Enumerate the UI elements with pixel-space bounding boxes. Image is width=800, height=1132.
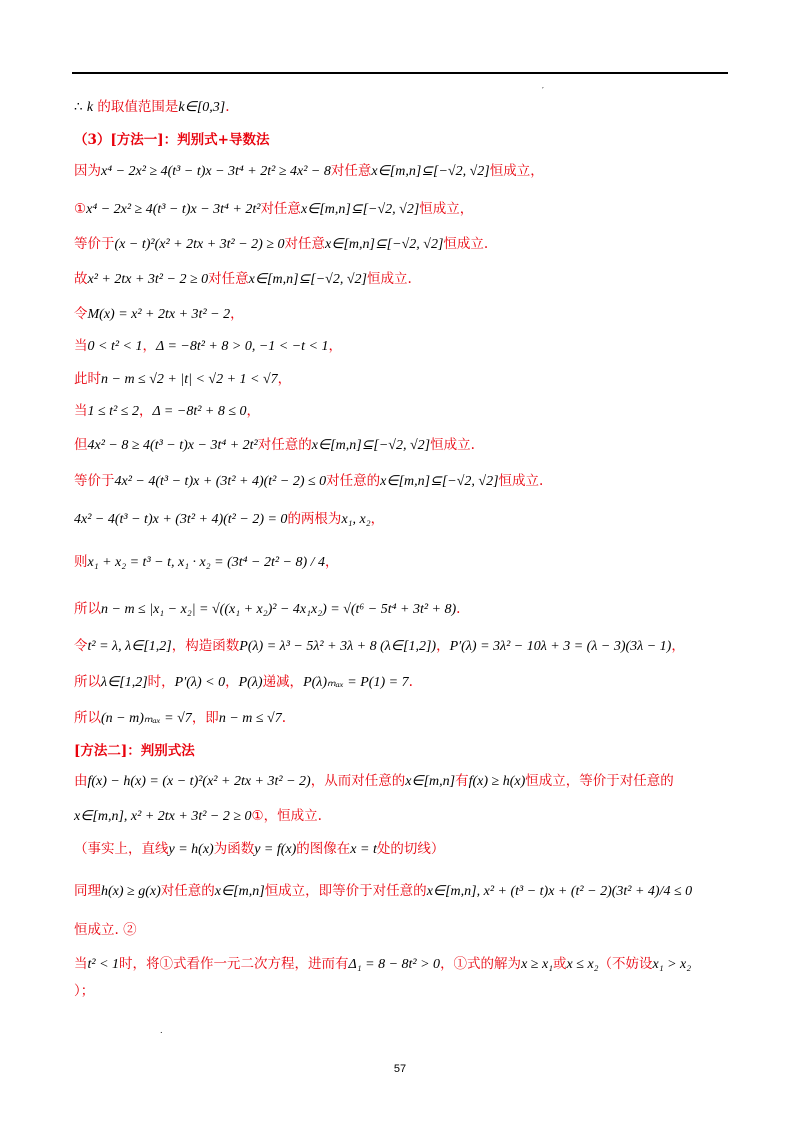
text-run: 对任意的	[326, 473, 381, 489]
math-expression: x∈[m,n]⊆[−√2, √2]	[371, 164, 490, 179]
text-line	[74, 954, 691, 975]
math-expression: 1 ≤ t² ≤ 2	[87, 404, 139, 419]
text-run: ①，恒成立.	[251, 808, 322, 824]
text-run: .	[408, 674, 413, 690]
text-run: 对任意	[284, 236, 326, 252]
math-expression: x = t	[350, 842, 377, 857]
text-run: 有	[455, 773, 469, 789]
math-expression: y = f(x)	[254, 842, 297, 857]
math-expression: x ≥ x₁	[521, 957, 554, 972]
math-expression: x⁴ − 2x² ≥ 4(t³ − t)x − 3t⁴ + 2t²	[86, 202, 261, 217]
text-run: 为函数	[213, 841, 255, 857]
text-run: 但	[74, 437, 88, 453]
text-run: ，	[230, 306, 244, 322]
text-run: （不妨设	[598, 956, 653, 972]
text-run: 恒成立.	[367, 271, 412, 287]
text-run: 恒成立，	[489, 163, 544, 179]
math-expression: 4x² − 8 ≥ 4(t³ − t)x − 3t⁴ + 2t²	[87, 438, 258, 453]
text-run: ，	[246, 403, 261, 419]
page-number: 57	[393, 1063, 407, 1075]
text-run: 对任意的	[257, 437, 312, 453]
text-run: ，	[325, 554, 339, 570]
text-run: 恒成立，等价于对任意的	[525, 773, 674, 789]
math-expression: x∈[m,n]⊆[−√2, √2]	[311, 438, 431, 453]
text-run: .	[225, 99, 230, 115]
text-run: 当	[74, 338, 88, 354]
text-run: .	[456, 601, 461, 617]
math-expression: M(x) = x² + 2tx + 3t² − 2	[87, 307, 231, 322]
math-expression: 4x² − 4(t³ − t)x + (3t² + 4)(t² − 2) = 0	[74, 512, 288, 527]
text-run: 对任意	[260, 201, 301, 217]
math-expression: λ∈[1,2]	[101, 675, 148, 690]
text-run: 令	[74, 306, 88, 322]
math-expression: 0 < t² < 1	[87, 339, 143, 354]
text-run: ，构造函数	[171, 638, 240, 654]
text-line	[74, 771, 674, 792]
text-line	[74, 920, 137, 940]
text-line	[74, 435, 475, 456]
text-line	[74, 199, 473, 220]
text-run: 处的切线）	[376, 841, 445, 857]
math-expression: P′(λ) = 3λ² − 10λ + 3 = (λ − 3)(3λ − 1)	[449, 639, 672, 654]
math-expression: Δ₁ = 8 − 8t² > 0	[348, 957, 441, 972]
text-run: .	[281, 710, 287, 726]
text-run: ，	[436, 638, 450, 654]
math-expression: f(x) ≥ h(x)	[468, 774, 526, 789]
text-run: 恒成立，即等价于对任意的	[264, 883, 427, 899]
text-run: ，	[328, 338, 343, 354]
text-line	[74, 161, 544, 182]
text-line	[74, 269, 412, 290]
text-line	[74, 806, 322, 827]
text-run: 则	[74, 554, 88, 570]
math-expression: k∈[0,3]	[178, 100, 226, 115]
math-expression: h(x) ≥ g(x)	[101, 884, 161, 899]
text-run: ，	[138, 403, 153, 419]
math-expression: (n − m)ₘₐₓ = √7	[101, 711, 192, 726]
text-run: 恒成立.	[498, 473, 544, 489]
text-run: ，	[671, 638, 685, 654]
text-line	[74, 130, 269, 150]
math-expression: x₁ + x₂ = t³ − t, x₁ · x₂ = (3t⁴ − 2t² − 8) / 4	[87, 555, 326, 570]
text-run: ①	[74, 201, 87, 217]
top-tick-mark: ′	[542, 86, 544, 95]
text-run: 对任意的	[160, 883, 215, 899]
text-run: ，	[225, 674, 239, 690]
text-line	[74, 336, 342, 357]
text-run: 令	[74, 638, 88, 654]
text-run: 递减，	[262, 674, 304, 690]
text-line	[74, 509, 384, 530]
math-expression: n − m ≤ √7	[218, 711, 282, 726]
text-run: 当	[74, 956, 88, 972]
math-expression: P′(λ) < 0	[174, 675, 226, 690]
text-line	[74, 599, 460, 620]
text-run: 同理	[74, 883, 101, 899]
text-run: 的图像在	[296, 841, 351, 857]
text-run: 等价于	[74, 473, 115, 489]
math-expression: Δ = −8t² + 8 ≤ 0	[152, 404, 247, 419]
math-expression: n − m ≤ √2 + |t| < √2 + 1 < √7	[101, 372, 278, 387]
text-run: 恒成立.	[443, 236, 489, 252]
text-run: 由	[74, 773, 88, 789]
math-expression: x∈[m,n]⊆[−√2, √2]	[325, 237, 444, 252]
text-line	[74, 369, 291, 390]
text-run: 故	[74, 271, 88, 287]
math-expression: x∈[m,n]	[214, 884, 265, 899]
math-expression: x∈[m,n]⊆[−√2, √2]	[380, 474, 499, 489]
text-run: 对任意	[330, 163, 372, 179]
text-line	[74, 708, 286, 729]
text-run: 对任意	[208, 271, 249, 287]
text-run: 时，	[147, 674, 175, 690]
math-expression: n − m ≤ |x₁ − x₂| = √((x₁ + x₂)² − 4x₁x₂) = √(t⁶ − 5t⁴ + 3t² + 8)	[101, 602, 457, 617]
text-run: 的两根为	[287, 511, 342, 527]
math-expression: x₁ > x₂	[652, 957, 692, 972]
text-run: 恒成立，	[419, 201, 474, 217]
text-run: 因为	[74, 163, 101, 179]
math-expression: x∈[m,n], x² + (t³ − t)x + (t² − 2)(3t² + 4)/4 ≤ 0	[426, 884, 693, 899]
header-rule	[72, 72, 728, 74]
text-line	[74, 881, 692, 902]
math-expression: x∈[m,n]	[405, 774, 456, 789]
text-run: ∴	[74, 99, 87, 115]
text-run: [方法二]：判别式法	[74, 743, 195, 759]
math-expression: x₁, x₂	[341, 512, 371, 527]
text-line	[74, 471, 543, 492]
text-line	[74, 304, 244, 325]
text-run: 所以	[74, 601, 101, 617]
text-line	[74, 401, 260, 422]
text-run: 的取值范围是	[93, 99, 179, 115]
text-run: ，	[370, 511, 385, 527]
text-run: ，	[277, 371, 292, 387]
text-line	[74, 741, 195, 761]
math-expression: k	[86, 100, 94, 115]
text-run: ，从而对任意的	[310, 773, 406, 789]
text-run: 等价于	[74, 236, 115, 252]
math-expression: x∈[m,n], x² + 2tx + 3t² − 2 ≥ 0	[74, 809, 252, 824]
text-run: 恒成立.	[430, 437, 475, 453]
text-run: ）；	[74, 983, 95, 999]
text-run: 或	[553, 956, 567, 972]
text-line	[74, 234, 488, 255]
text-line	[74, 636, 685, 657]
math-expression: x² + 2tx + 3t² − 2 ≥ 0	[87, 272, 209, 287]
bottom-dot-mark: .	[160, 1026, 163, 1035]
text-run: ，	[142, 338, 156, 354]
math-expression: t² = λ, λ∈[1,2]	[87, 639, 172, 654]
math-expression: x⁴ − 2x² ≥ 4(t³ − t)x − 3t⁴ + 2t² ≥ 4x² − 8	[101, 164, 331, 179]
math-expression: x∈[m,n]⊆[−√2, √2]	[300, 202, 420, 217]
text-run: 此时	[74, 371, 101, 387]
text-run: ，①式的解为	[440, 956, 522, 972]
math-expression: Δ = −8t² + 8 > 0, −1 < −t < 1	[155, 339, 329, 354]
text-line	[74, 552, 339, 573]
text-run: 所以	[74, 674, 101, 690]
text-line	[74, 839, 444, 860]
text-run: 时，将①式看作一元二次方程，进而有	[119, 956, 349, 972]
text-line	[74, 97, 230, 118]
text-run: （事实上，直线	[74, 841, 169, 857]
math-expression: (x − t)²(x² + 2tx + 3t² − 2) ≥ 0	[114, 237, 285, 252]
math-expression: P(λ) = λ³ − 5λ² + 3λ + 8 (λ∈[1,2])	[239, 639, 437, 654]
text-line	[74, 981, 94, 1001]
text-line	[74, 672, 413, 693]
math-expression: P(λ)	[238, 675, 263, 690]
text-run: （3）[方法一]：判别式+导数法	[74, 132, 270, 148]
math-expression: x ≤ x₂	[566, 957, 599, 972]
text-run: 当	[74, 403, 88, 419]
text-run: 所以	[74, 710, 101, 726]
math-expression: x∈[m,n]⊆[−√2, √2]	[248, 272, 367, 287]
text-run: ，即	[191, 710, 219, 726]
math-expression: y = h(x)	[168, 842, 214, 857]
math-expression: f(x) − h(x) = (x − t)²(x² + 2tx + 3t² − 2)	[87, 774, 311, 789]
math-expression: 4x² − 4(t³ − t)x + (3t² + 4)(t² − 2) ≤ 0	[114, 474, 327, 489]
text-run: 恒成立. ②	[74, 922, 137, 938]
math-expression: P(λ)ₘₐₓ = P(1) = 7	[303, 675, 409, 690]
math-expression: t² < 1	[87, 957, 120, 972]
